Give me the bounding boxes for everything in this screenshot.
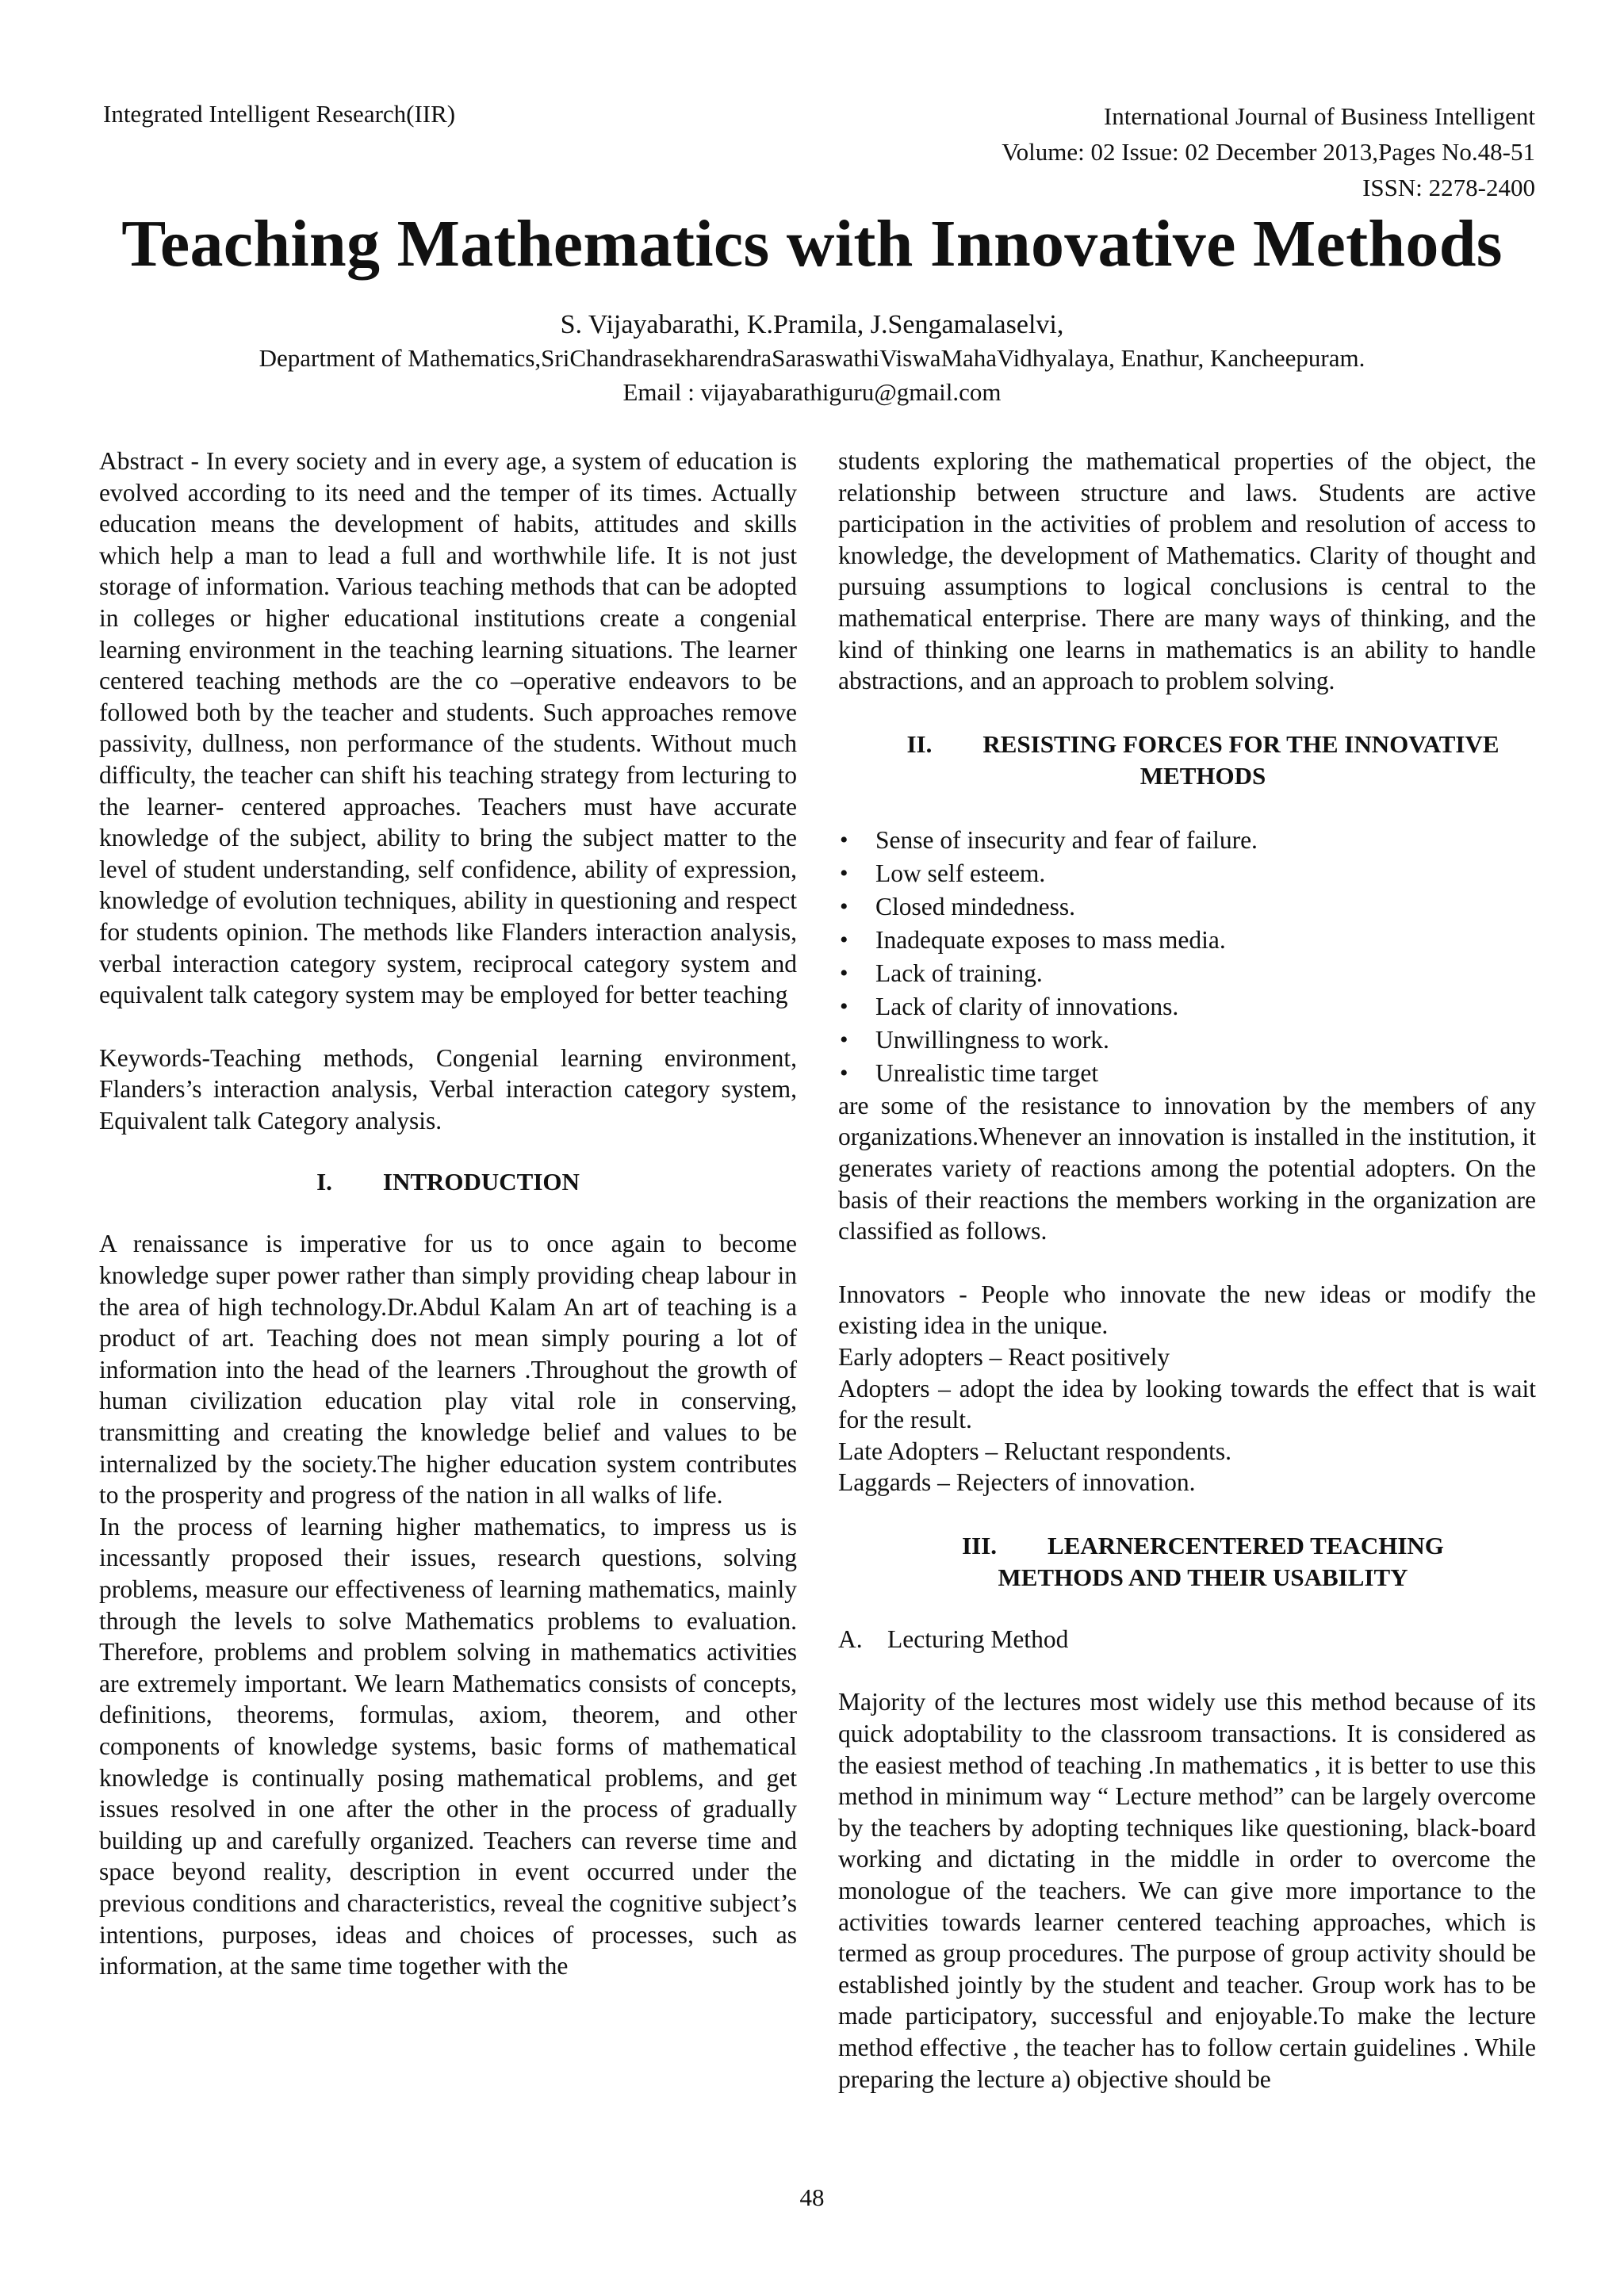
authors: S. Vijayabarathi, K.Pramila, J.Sengamalaselvi, [560, 310, 1064, 339]
section-title: INTRODUCTION [382, 1168, 580, 1196]
section-title-line-2: METHODS [1139, 761, 1266, 790]
list-item: • Lack of training. [838, 957, 1536, 990]
right-paragraph-1: students exploring the mathematical properties of the object, the relationship between structure and laws. Students are active participation in the activities of problem and resolution of access to knowledge, the development of Mathematics. Clarity of thought and pursuing assumptions to logical conclusions is central to the mathematical enterprise. There are many ways of thinking, and the kind of thinking one learns in mathematics is an ability to handle abstractions, and an approach to problem solving. [838, 447, 1536, 695]
list-item: • Unwillingness to work. [838, 1024, 1536, 1057]
resisting-forces-list [838, 824, 1536, 1090]
innovators-definition: Innovators - People who innovate the new ideas or modify the existing idea in the unique. [838, 1280, 1536, 1340]
list-item: • Low self esteem. [838, 857, 1536, 890]
intro-paragraph-1: A renaissance is imperative for us to once again to become knowledge super power rather than simply providing cheap labour in the area of high technology.Dr.Abdul Kalam An art of teaching is a product of art. Teaching does not mean simply pouring a lot of information into the head of the learners .Throughout the growth of human civilization education play vital role in conserving, transmitting and creating the knowledge belief and values to be internalized by the society.The higher education system contributes to the prosperity and progress of the nation in all walks of life. [99, 1230, 797, 1510]
left-column [99, 446, 797, 1982]
page-number: 48 [799, 2183, 825, 2211]
section-heading-learner-centered [838, 1530, 1536, 1594]
section-number: III. [962, 1531, 998, 1559]
header-volume: Volume: 02 Issue: 02 December 2013,Pages No.48-51 [1002, 138, 1535, 166]
adopters-definition: Adopters – adopt the idea by looking towards the effect that is wait for the result. [838, 1374, 1536, 1434]
intro-paragraph-2: In the process of learning higher mathematics, to impress us is incessantly proposed their issues, research questions, solving problems, measure our effectiveness of learning mathematics, mainly through the levels to solve Mathematics problems to evaluation. Therefore, problems and problem solving in mathematics activities are extremely important. We learn Mathematics consists of concepts, definitions, theorems, formulas, axiom, theorem, and other components of knowledge systems, basic forms of mathematical knowledge is continually posing mathematical problems, and get issues resolved in one after the other in the process of gradually building up and carefully organized. Teachers can reverse time and space beyond reality, description in event occurred under the previous conditions and characteristics, reveal the cognitive subject’s intentions, purposes, ideas and choices of processes, such as information, at the same time together with the [99, 1512, 797, 1980]
keywords: Keywords-Teaching methods, Congenial learning environment, Flanders’s interaction analysis, Verbal interaction category system, Equivalent talk Category analysis. [99, 1043, 797, 1135]
section-title-line-2: METHODS AND THEIR USABILITY [998, 1563, 1408, 1591]
list-item: • Inadequate exposes to mass media. [838, 924, 1536, 957]
early-adopters-definition: Early adopters – React positively [838, 1342, 1170, 1371]
right-paragraph-3: Majority of the lectures most widely use this method because of its quick adoptability to the classroom transactions. It is considered as the easiest method of teaching .In mathematics , it is better to use this method in minimum way “ Lecture method” can be largely overcome by the teachers by adopting techniques like questioning, black-board working and dictating in the middle in order to overcome the monologue of the teachers. We can give more importance to the activities towards learner centered teaching approaches, which is termed as group procedures. The purpose of group activity should be established jointly by the student and teacher. Group work has to be made participatory, successful and enjoyable.To make the lecture method effective , the teacher has to follow certain guidelines . While preparing the lecture a) objective should be [838, 1688, 1536, 2093]
section-heading-introduction [99, 1166, 797, 1198]
right-column [838, 446, 1536, 2095]
list-item: • Closed mindedness. [838, 890, 1536, 924]
laggards-definition: Laggards – Rejecters of innovation. [838, 1468, 1196, 1497]
section-number: I. [316, 1168, 332, 1196]
header-left: Integrated Intelligent Research(IIR) [103, 100, 456, 128]
section-title-line-1: LEARNERCENTERED TEACHING [1048, 1531, 1444, 1559]
subsection-label: A. [838, 1624, 863, 1653]
abstract: Abstract - In every society and in every age, a system of education is evolved according to its need and the temper of its times. Actually education means the development of habits, attitudes and skills which help a man to lead a full and worthwhile life. It is not just storage of information. Various teaching methods that can be adopted in colleges or higher educational institutions create a congenial learning environment in the teaching learning situations. The learner centered teaching methods are the co –operative endeavors to be followed both by the teacher and students. Such approaches remove passivity, dullness, non performance of the students. Without much difficulty, the teacher can shift his teaching strategy from lecturing to the learner- centered approaches. Teachers must have accurate knowledge of the subject, ability to bring the subject matter to the level of student understanding, self confidence, ability of expression, knowledge of evolution techniques, ability in questioning and respect for students opinion. The methods like Flanders interaction analysis, verbal interaction category system, reciprocal category system and equivalent talk category system may be employed for better teaching [99, 447, 797, 1009]
paper-title: Teaching Mathematics with Innovative Methods [121, 207, 1503, 281]
subsection-title: Lecturing Method [887, 1624, 1069, 1653]
header-issn: ISSN: 2278-2400 [1362, 174, 1535, 201]
email: Email : vijayabarathiguru@gmail.com [622, 378, 1002, 406]
list-item: • Sense of insecurity and fear of failure. [838, 824, 1536, 857]
section-title-line-1: RESISTING FORCES FOR THE INNOVATIVE [982, 729, 1500, 758]
affiliation: Department of Mathematics,SriChandrasekharendraSaraswathiViswaMahaVidhyalaya, Enathur, Kancheepuram. [259, 344, 1365, 372]
late-adopters-definition: Late Adopters – Reluctant respondents. [838, 1437, 1232, 1465]
list-item: • Lack of clarity of innovations. [838, 990, 1536, 1024]
header-right [1002, 98, 1535, 205]
subsection-heading-lecturing [838, 1624, 1536, 1655]
header-journal: International Journal of Business Intelligent [1103, 102, 1535, 130]
list-item: • Unrealistic time target [838, 1057, 1536, 1090]
section-number: II. [906, 729, 933, 758]
section-heading-resisting-forces [838, 729, 1536, 792]
right-paragraph-2: are some of the resistance to innovation by the members of any organizations.Whenever an innovation is installed in the institution, it generates variety of reactions among the potential adopters. On the basis of their reactions the members working in the organization are classified as follows. [838, 1091, 1536, 1246]
